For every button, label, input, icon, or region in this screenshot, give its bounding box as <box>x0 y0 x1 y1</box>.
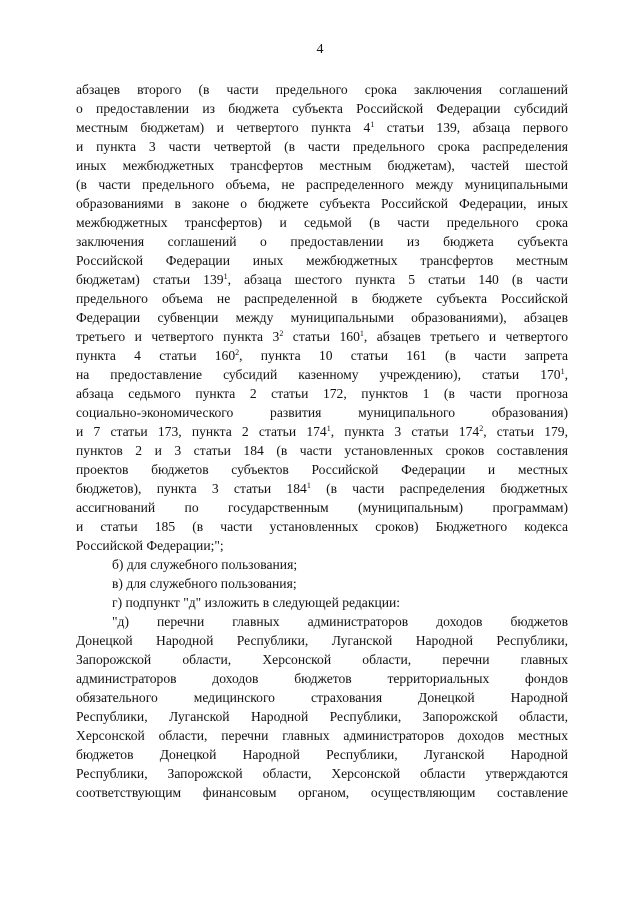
text-line <box>76 745 568 764</box>
text-line <box>76 384 568 403</box>
text-segment: абзацев второго (в части предельного срока заключения соглашений <box>76 82 568 97</box>
text-segment: образованиями в законе о бюджете субъекта Российской Федерации, иных <box>76 196 568 211</box>
text-line <box>76 593 568 612</box>
text-line <box>76 460 568 479</box>
text-segment: (в части распределения бюджетных <box>310 481 568 496</box>
document-body <box>76 80 568 802</box>
text-segment: Донецкой Народной Республики, Луганской Народной Республики, <box>76 633 568 648</box>
text-segment: предельного объема не распределенной в бюджете субъекта Российской <box>76 291 568 306</box>
superscript-index: 1 <box>306 481 311 490</box>
text-line <box>76 726 568 745</box>
text-line <box>76 479 568 498</box>
text-segment: местным бюджетам) и четвертого пункта 4 <box>76 120 371 135</box>
text-segment: , абзацев третьего и четвертого <box>363 329 568 344</box>
text-line <box>76 194 568 213</box>
text-segment: Херсонской области, перечни главных администраторов доходов местных <box>76 728 568 743</box>
text-line <box>76 213 568 232</box>
text-segment: б) для служебного пользования; <box>112 557 298 572</box>
text-line <box>76 536 568 555</box>
text-segment: , пункта 3 статьи 174 <box>330 424 480 439</box>
text-segment: в) для служебного пользования; <box>112 576 297 591</box>
text-line <box>76 118 568 137</box>
text-segment: иных межбюджетных трансфертов местным бюджетам), частей шестой <box>76 158 568 173</box>
text-segment: (в части предельного объема, не распределенного между муниципальными <box>76 177 568 192</box>
superscript-index: 1 <box>359 329 364 338</box>
text-line <box>76 289 568 308</box>
text-segment: Федерации субвенции между муниципальными образованиями), абзацев <box>76 310 568 325</box>
text-segment: Российской Федерации иных межбюджетных трансфертов местным <box>76 253 568 268</box>
text-line <box>76 764 568 783</box>
text-segment: Республики, Луганской Народной Республики, Запорожской области, <box>76 709 568 724</box>
text-segment: обязательного медицинского страхования Донецкой Народной <box>76 690 568 705</box>
text-segment: бюджетов), пункта 3 статьи 184 <box>76 481 307 496</box>
text-line <box>76 99 568 118</box>
text-line <box>76 574 568 593</box>
text-line <box>76 783 568 802</box>
text-segment: социально-экономического развития муниципального образования) <box>76 405 568 420</box>
text-line <box>76 403 568 422</box>
superscript-index: 2 <box>235 348 240 357</box>
page-number: 4 <box>316 42 324 57</box>
text-line <box>76 327 568 346</box>
text-segment: ассигнований по государственным (муниципальным) программам) <box>76 500 568 515</box>
text-segment: "д) перечни главных администраторов доходов бюджетов <box>112 614 568 629</box>
text-line <box>76 441 568 460</box>
text-segment: статьи 160 <box>283 329 360 344</box>
text-line <box>76 270 568 289</box>
text-segment: бюджетам) статьи 139 <box>76 272 224 287</box>
text-line <box>76 251 568 270</box>
text-line <box>76 498 568 517</box>
text-line <box>76 346 568 365</box>
text-segment: г) подпункт "д" изложить в следующей редакции: <box>112 595 401 610</box>
text-line <box>76 555 568 574</box>
text-segment: и 7 статьи 173, пункта 2 статьи 174 <box>76 424 327 439</box>
text-segment: о предоставлении из бюджета субъекта Российской Федерации субсидий <box>76 101 568 116</box>
text-line <box>76 365 568 384</box>
text-segment: статьи 139, абзаца первого <box>374 120 568 135</box>
superscript-index: 1 <box>223 272 228 281</box>
text-segment: заключения соглашений о предоставлении из бюджета субъекта <box>76 234 568 249</box>
superscript-index: 1 <box>326 424 331 433</box>
text-line <box>76 688 568 707</box>
text-line <box>76 308 568 327</box>
text-line <box>76 422 568 441</box>
text-segment: , абзаца шестого пункта 5 статьи 140 (в части <box>227 272 568 287</box>
text-segment: пунктов 2 и 3 статьи 184 (в части установленных сроков составления <box>76 443 568 458</box>
text-segment: Запорожской области, Херсонской области, перечни главных <box>76 652 568 667</box>
text-line <box>76 517 568 536</box>
text-line <box>76 612 568 631</box>
text-segment: проектов бюджетов субъектов Российской Федерации и местных <box>76 462 568 477</box>
text-segment: соответствующим финансовым органом, осуществляющим составление <box>76 785 568 800</box>
text-segment: на предоставление субсидий казенному учреждению), статьи 170 <box>76 367 561 382</box>
text-segment: администраторов доходов бюджетов территориальных фондов <box>76 671 568 686</box>
text-segment: межбюджетных трансфертов) и седьмой (в части предельного срока <box>76 215 568 230</box>
text-line <box>76 669 568 688</box>
text-segment: Республики, Запорожской области, Херсонской области утверждаются <box>76 766 568 781</box>
text-segment: Российской Федерации;"; <box>76 538 224 553</box>
text-segment: абзаца седьмого пункта 2 статьи 172, пунктов 1 (в части прогноза <box>76 386 568 401</box>
text-segment: , статьи 179, <box>483 424 568 439</box>
superscript-index: 2 <box>279 329 284 338</box>
superscript-index: 2 <box>479 424 484 433</box>
text-segment: , <box>564 367 568 382</box>
text-segment: пункта 4 статьи 160 <box>76 348 236 363</box>
text-line <box>76 232 568 251</box>
text-segment: бюджетов Донецкой Народной Республики, Луганской Народной <box>76 747 568 762</box>
text-segment: и пункта 3 части четвертой (в части предельного срока распределения <box>76 139 568 154</box>
text-line <box>76 175 568 194</box>
text-segment: , пункта 10 статьи 161 (в части запрета <box>239 348 569 363</box>
text-line <box>76 137 568 156</box>
text-segment: третьего и четвертого пункта 3 <box>76 329 280 344</box>
text-line <box>76 80 568 99</box>
superscript-index: 1 <box>560 367 565 376</box>
text-line <box>76 707 568 726</box>
text-line <box>76 631 568 650</box>
text-line <box>76 156 568 175</box>
superscript-index: 1 <box>370 120 375 129</box>
text-line <box>76 650 568 669</box>
text-segment: и статьи 185 (в части установленных сроков) Бюджетного кодекса <box>76 519 568 534</box>
